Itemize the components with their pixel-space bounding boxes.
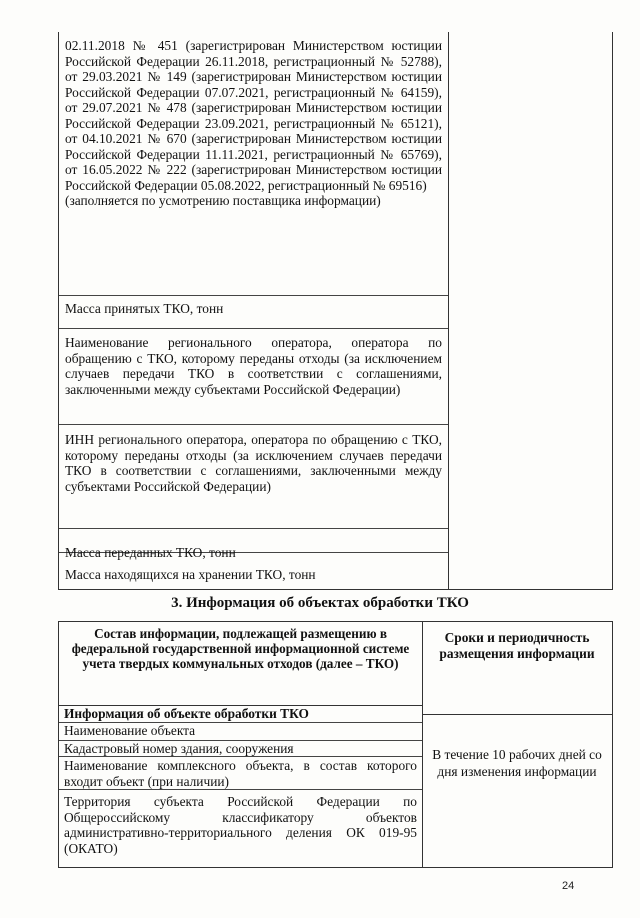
continuation-table [58,32,613,590]
header-deadlines: Сроки и периодичность размещения информации [439,630,595,661]
page-number: 24 [562,880,575,892]
table-row: Наименование комплексного объекта, в состав которого входит объект (при наличии) [59,757,422,790]
period-text: В течение 10 рабочих дней со дня изменения информации [432,747,602,779]
table-row [59,296,448,329]
header-info-composition: Состав информации, подлежащей размещению в федеральной государственной информационной системе учета твердых коммунальных отходов (далее – ТКО) [59,622,422,706]
fill-note: (заполняется по усмотрению поставщика информации) [65,193,381,208]
row-text: Масса переданных ТКО, тонн [65,545,236,560]
processing-objects-table [58,621,613,868]
table-row [59,32,448,296]
table-row: Наименование объекта [59,723,422,741]
section-heading: 3. Информация об объектах обработки ТКО [171,595,469,611]
row-text: Наименование регионального оператора, оператора по обращению с ТКО, которому переданы отходы (за исключением случаев передачи ТКО в соответствии с соглашениями, заключенными между субъектами Российской Федерации) [65,335,442,397]
table-row [59,329,448,425]
continuation-table-left-column [59,32,449,589]
table-row [59,425,448,529]
table-row [59,529,448,560]
row-text: ИНН регионального оператора, оператора по обращению с ТКО, которому переданы отходы (за исключением случаев передачи ТКО в соответствии с соглашениями, заключенными между субъектами Российской Федерации) [65,432,442,494]
table-row: Кадастровый номер здания, сооружения [59,741,422,757]
table-row: Территория субъекта Российской Федерации по Общероссийскому классификатору объектов административно-территориального деления ОК 019-95 (ОКАТО) [64,794,417,856]
row-text: 02.11.2018 № 451 (зарегистрирован Министерством юстиции Российской Федерации 26.11.2018, регистрационный № 52788), от 29.03.2021 № 149 (зарегистрирован Министерством юстиции Российской Федерации 07.07.2021, регистрационный № 64159), от 29.07.2021 № 478 (зарегистрирован Министерством юстиции Российской Федерации 23.09.2021, регистрационный № 65121), от 04.10.2021 № 670 (зарегистрирован Министерством юстиции Российской Федерации 11.11.2021, регистрационный № 65769), от 16.05.2022 № 222 (зарегистрирован Министерством юстиции Российской Федерации 05.08.2022, регистрационный № 69516) [65,38,442,193]
header-divider [422,714,612,715]
table-row [59,553,448,590]
row-text: Масса находящихся на хранении ТКО, тонн [65,567,316,582]
row-text: Масса принятых ТКО, тонн [65,301,224,316]
subheader-row: Информация об объекте обработки ТКО [59,706,422,723]
